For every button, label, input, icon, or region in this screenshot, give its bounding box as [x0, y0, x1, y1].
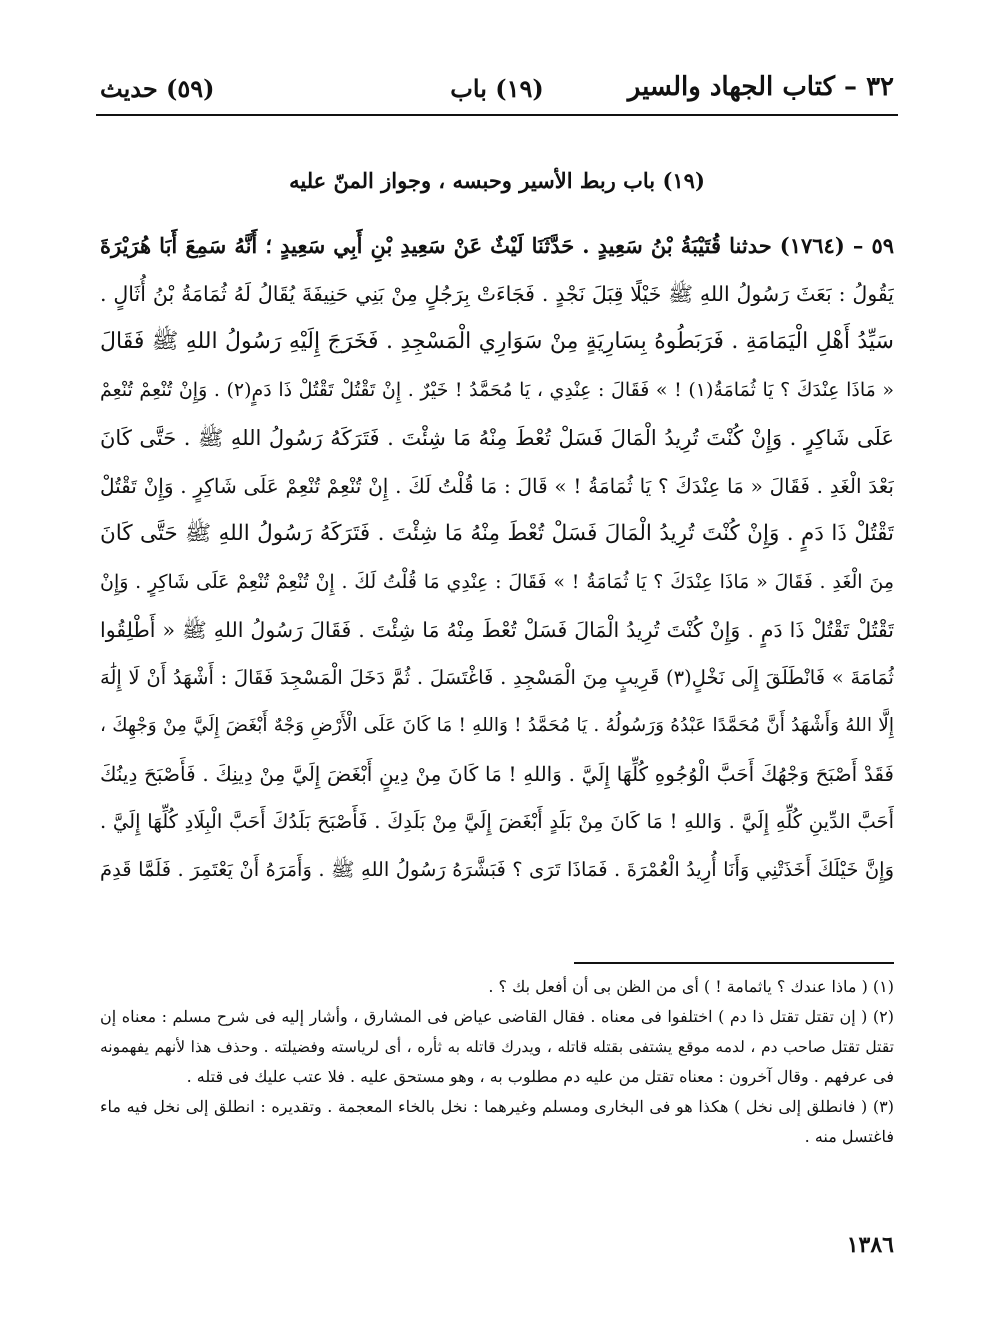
hadith-line: مِنَ الْغَدِ . فَقَالَ « مَاذَا عِنْدَكَ ؟ يَا ثُمَامَةُ ! » فَقَالَ : عِنْدِي مَا قُلْتُ لَكَ . إِنْ تُنْعِمْ تُنْعِمْ عَلَى شَاكِرٍ . وَإِنْ — [100, 571, 894, 593]
book-title: ٣٢ – كتاب الجهاد والسير — [627, 72, 894, 102]
hadith-line: فَقَدْ أَصْبَحَ وَجْهُكَ أَحَبَّ الْوُجُوهِ كُلِّهَا إِلَيَّ . وَاللهِ ! مَا كَانَ مِنْ دِينٍ أَبْغَضَ إِلَيَّ مِنْ دِينِكَ . فَأَصْبَحَ دِينُكَ — [100, 762, 894, 786]
hadith-line: أَحَبَّ الدِّينِ كُلِّهِ إِلَيَّ . وَاللهِ ! مَا كَانَ مِنْ بَلَدٍ أَبْغَضَ إِلَيَّ مِنْ بَلَدِكَ . فَأَصْبَحَ بَلَدُكَ أَحَبَّ الْبِلَادِ كُلِّهَا إِلَيَّ . — [100, 810, 894, 833]
footnote-3-end: فاغتسل منه . — [804, 1127, 894, 1146]
hadith-text — [100, 222, 894, 894]
header-divider — [96, 114, 898, 116]
hadith-line: سَيِّدُ أَهْلِ الْيَمَامَةِ . فَرَبَطُوهُ بِسَارِيَةٍ مِنْ سَوَارِي الْمَسْجِدِ . فَخَرَجَ إِلَيْهِ رَسُولُ اللهِ ﷺ فَقَالَ — [100, 329, 894, 354]
chapter-title: (١٩) باب ربط الأسير وحبسه ، وجواز المنّ عليه — [289, 168, 705, 193]
hadith-line: ثُمَامَةَ » فَانْطَلَقَ إِلَى نَخْلٍ(٣) قَرِيبٍ مِنَ الْمَسْجِدِ . فَاغْتَسَلَ . ثُمَّ دَخَلَ الْمَسْجِدَ فَقَالَ : أَشْهَدُ أَنْ لَا إِلَٰهَ — [100, 666, 894, 689]
footnote-2: (٢) ( إن تقتل تقتل ذا دم ) اختلفوا فى معناه . فقال القاضى عياض فى المشارق ، وأشار إليه فى شرح مسلم : معناه إن — [100, 1007, 894, 1026]
hadith-line: إِلَّا اللهُ وَأَشْهَدُ أَنَّ مُحَمَّدًا عَبْدُهُ وَرَسُولُهُ . يَا مُحَمَّدُ ! وَاللهِ ! مَا كَانَ عَلَى الْأَرْضِ وَجْهٌ أَبْغَضَ إِلَيَّ مِنْ وَجْهِكَ ، — [100, 715, 894, 736]
footnote-3: (٣) ( فانطلق إلى نخل ) هكذا هو فى البخارى ومسلم وغيرهما : نخل بالخاء المعجمة . وتقديره : انطلق إلى نخل فيه ماء — [100, 1097, 894, 1116]
hadith-line: تَقْتُلْ ذَا دَمٍ . وَإِنْ كُنْتَ تُرِيدُ الْمَالَ فَسَلْ تُعْطَ مِنْهُ مَا شِئْتَ . فَتَرَكَهُ رَسُولُ اللهِ ﷺ حَتَّى كَانَ — [100, 521, 894, 546]
hadith-line: « مَاذَا عِنْدَكَ ؟ يَا ثُمَامَةُ(١) ! » فَقَالَ : عِنْدِي ، يَا مُحَمَّدُ ! خَيْرٌ . إِنْ تَقْتُلْ تَقْتُلْ ذَا دَمٍ(٢) . وَإِنْ تُنْعِمْ تُنْعِمْ — [100, 379, 894, 401]
footnote-2-cont: تقتل تقتل صاحب دم ، لدمه موقع يشتفى بقتله قاتله ، ويدرك قاتله به ثأره ، أى لرياسته وفضيلته . وحذف هذا لأنهم يفهمونه — [100, 1038, 894, 1056]
hadith-line: ٥٩ – (١٧٦٤) حدثنا قُتَيْبَةُ بْنُ سَعِيدٍ . حَدَّثَنَا لَيْثٌ عَنْ سَعِيدِ بْنِ أَبِي سَعِيدٍ ؛ أَنَّهُ سَمِعَ أَبَا هُرَيْرَةَ — [100, 233, 894, 258]
hadith-line: بَعْدَ الْغَدِ . فَقَالَ « مَا عِنْدَكَ ؟ يَا ثُمَامَةُ ! » قَالَ : مَا قُلْتُ لَكَ . إِنْ تُنْعِمْ تُنْعِمْ عَلَى شَاكِرٍ . وَإِنْ تَقْتُلْ — [100, 474, 894, 498]
footnote-2-end: فى عرفهم . وقال آخرون : معناه تقتل من عليه دم مطلوب به ، وهو مستحق عليه . فلا عتب عليك فى قتله . — [186, 1067, 894, 1086]
hadith-line: وَإِنَّ خَيْلَكَ أَخَذَتْنِي وَأَنَا أُرِيدُ الْعُمْرَةَ . فَمَاذَا تَرَى ؟ فَبَشَّرَهُ رَسُولُ اللهِ ﷺ . وَأَمَرَهُ أَنْ يَعْتَمِرَ . فَلَمَّا قَدِمَ — [100, 858, 894, 881]
footnote-1: (١) ( ماذا عندك ؟ ياثمامة ! ) أى من الظن بى أن أفعل بك ؟ . — [488, 977, 894, 996]
hadith-label: (٥٩) حديث — [100, 74, 215, 103]
page-number: ١٣٨٦ — [846, 1232, 894, 1258]
running-header — [100, 72, 894, 112]
footnotes — [100, 972, 894, 1152]
hadith-line: يَقُولُ : بَعَثَ رَسُولُ اللهِ ﷺ خَيْلًا قِبَلَ نَجْدٍ . فَجَاءَتْ بِرَجُلٍ مِنْ بَنِي حَنِيفَةَ يُقَالُ لَهُ ثُمَامَةُ بْنُ أُثَالٍ . — [100, 282, 894, 306]
footnote-divider — [574, 962, 894, 964]
hadith-line: تَقْتُلْ تَقْتُلْ ذَا دَمٍ . وَإِنْ كُنْتَ تُرِيدُ الْمَالَ فَسَلْ تُعْطَ مِنْهُ مَا شِئْتَ . فَقَالَ رَسُولُ اللهِ ﷺ « أَطْلِقُوا — [100, 618, 894, 642]
chapter-label: (١٩) باب — [450, 74, 544, 103]
hadith-line: عَلَى شَاكِرٍ . وَإِنْ كُنْتَ تُرِيدُ الْمَالَ فَسَلْ تُعْطَ مِنْهُ مَا شِئْتَ . فَتَرَكَهُ رَسُولُ اللهِ ﷺ . حَتَّى كَانَ — [100, 426, 894, 450]
